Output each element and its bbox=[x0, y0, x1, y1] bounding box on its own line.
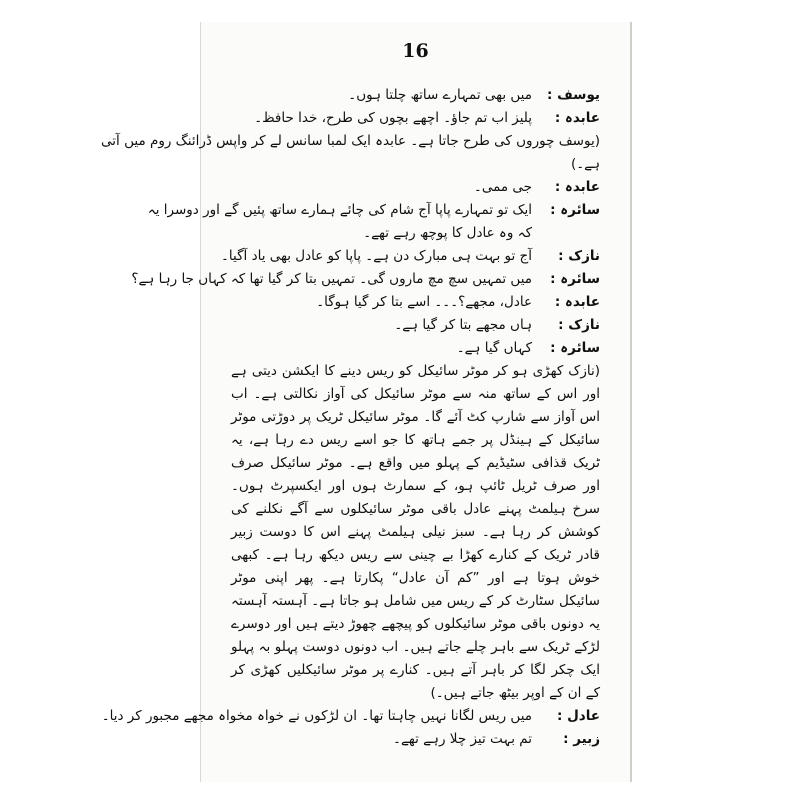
dialogue-line bbox=[131, 268, 600, 291]
dialogue-line bbox=[221, 245, 600, 268]
dialogue-line bbox=[231, 107, 600, 130]
speech-text: آج تو بہت ہی مبارک دن ہے۔ پاپا کو عادل بھی یاد آگیا۔ bbox=[221, 248, 532, 264]
speech-text: کہ وہ عادل کا پوچھ رہے تھے۔ bbox=[363, 225, 532, 241]
speaker-name: نازک : bbox=[558, 317, 600, 333]
speech-text: میں ریس لگانا نہیں چاہتا تھا۔ ان لڑکوں نے خواہ مخواہ مجھے مجبور کر دیا۔ bbox=[101, 708, 532, 724]
page-number: 16 bbox=[402, 40, 429, 62]
stage-direction-line bbox=[231, 153, 600, 176]
speech-text: ہے۔) bbox=[571, 156, 600, 172]
dialogue-continuation bbox=[231, 222, 600, 245]
speaker-name: عابدہ : bbox=[554, 110, 600, 126]
speech-text: (یوسف چوروں کی طرح جاتا ہے۔ عابدہ ایک لمبا سانس لے کر واپس ڈرائنگ روم میں آتی bbox=[101, 133, 600, 149]
speaker-name: نازک : bbox=[558, 248, 600, 264]
speech-text: تم بہت تیز چلا رہے تھے۔ bbox=[393, 731, 532, 747]
dialogue-line bbox=[101, 705, 600, 728]
dialogue-line bbox=[231, 728, 600, 751]
speaker-name: عابدہ : bbox=[554, 179, 600, 195]
speech-text: ایک تو تمہارے پاپا آج شام کی چائے ہمارے ساتھ پئیں گے اور دوسرا یہ bbox=[147, 202, 532, 218]
dialogue-line bbox=[147, 199, 600, 222]
dialogue-line bbox=[231, 337, 600, 360]
dialogue-line bbox=[231, 314, 600, 337]
speech-text: جی ممی۔ bbox=[473, 179, 532, 195]
speaker-name: سائرہ : bbox=[550, 340, 600, 356]
speaker-name: عابدہ : bbox=[554, 294, 600, 310]
speaker-name: سائرہ : bbox=[550, 202, 600, 218]
dialogue-line bbox=[231, 84, 600, 107]
speech-text: میں تمہیں سچ مچ ماروں گی۔ تمہیں بتا کر گیا تھا کہ کہاں جا رہا ہے؟ bbox=[131, 271, 532, 287]
speaker-name: یوسف : bbox=[547, 87, 600, 103]
speaker-name: زبیر : bbox=[563, 731, 600, 747]
script-text bbox=[101, 84, 600, 751]
speech-text: پلیز اب تم جاؤ۔ اچھے بچوں کی طرح، خدا حافظ۔ bbox=[254, 110, 532, 126]
stage-direction-paragraph: (نازک کھڑی ہو کر موٹر سائیکل کو ریس دینے کا ایکشن دیتی ہے اور اس کے ساتھ منہ سے موٹر سائیکل کی آواز نکالتی ہے۔ اب اس آواز سے شارپ کٹ آئے گا۔ موٹر سائیکل ٹریک پر دوڑتی موٹر سائیکل کے ہینڈل پر جمے ہاتھ کا جو اسے ریس دے رہا ہے، یہ ٹریک قذافی سٹیڈیم کے پہلو میں واقع ہے۔ موٹر سائیکل صرف اور صرف ٹریل ٹائپ ہو، کے سمارٹ ہوں اور ایکسپرٹ ہوں۔ سرخ ہیلمٹ پہنے عادل باقی موٹر سائیکلوں سے آگے نکلنے کی کوشش کر رہا ہے۔ سبز نیلی ہیلمٹ پہنے اس کا دوست زبیر قادر ٹریک کے کنارے کھڑا بے چینی سے ریس دیکھ رہا ہے۔ کبھی خوش ہوتا ہے اور ”کم آن عادل“ پکارتا ہے۔ پھر اپنی موٹر سائیکل سٹارٹ کر کے ریس میں شامل ہو جاتا ہے۔ آہستہ آہستہ یہ دونوں باقی موٹر سائیکلوں کو پیچھے چھوڑ دیتے ہیں اور دوسرے لڑکے ٹریک سے باہر چلے جاتے ہیں۔ اب دونوں دوست پہلو بہ پہلو ایک چکر لگا کر باہر آتے ہیں۔ کنارے پر موٹر سائیکلیں کھڑی کر کے ان کے اوپر بیٹھ جاتے ہیں۔) bbox=[231, 363, 600, 701]
speaker-name: عادل : bbox=[556, 708, 600, 724]
book-page bbox=[101, 22, 632, 782]
stage-direction-line bbox=[101, 130, 600, 153]
dialogue-line bbox=[231, 291, 600, 314]
dialogue-line bbox=[231, 176, 600, 199]
speech-text: ہاں مجھے بتا کر گیا ہے۔ bbox=[394, 317, 532, 333]
speech-text: میں بھی تمہارے ساتھ چلتا ہوں۔ bbox=[348, 87, 532, 103]
speaker-name: سائرہ : bbox=[550, 271, 600, 287]
speech-text: کہاں گیا ہے۔ bbox=[456, 340, 532, 356]
speech-text: عادل، مجھے؟۔۔۔ اسے بتا کر گیا ہوگا۔ bbox=[316, 294, 532, 310]
